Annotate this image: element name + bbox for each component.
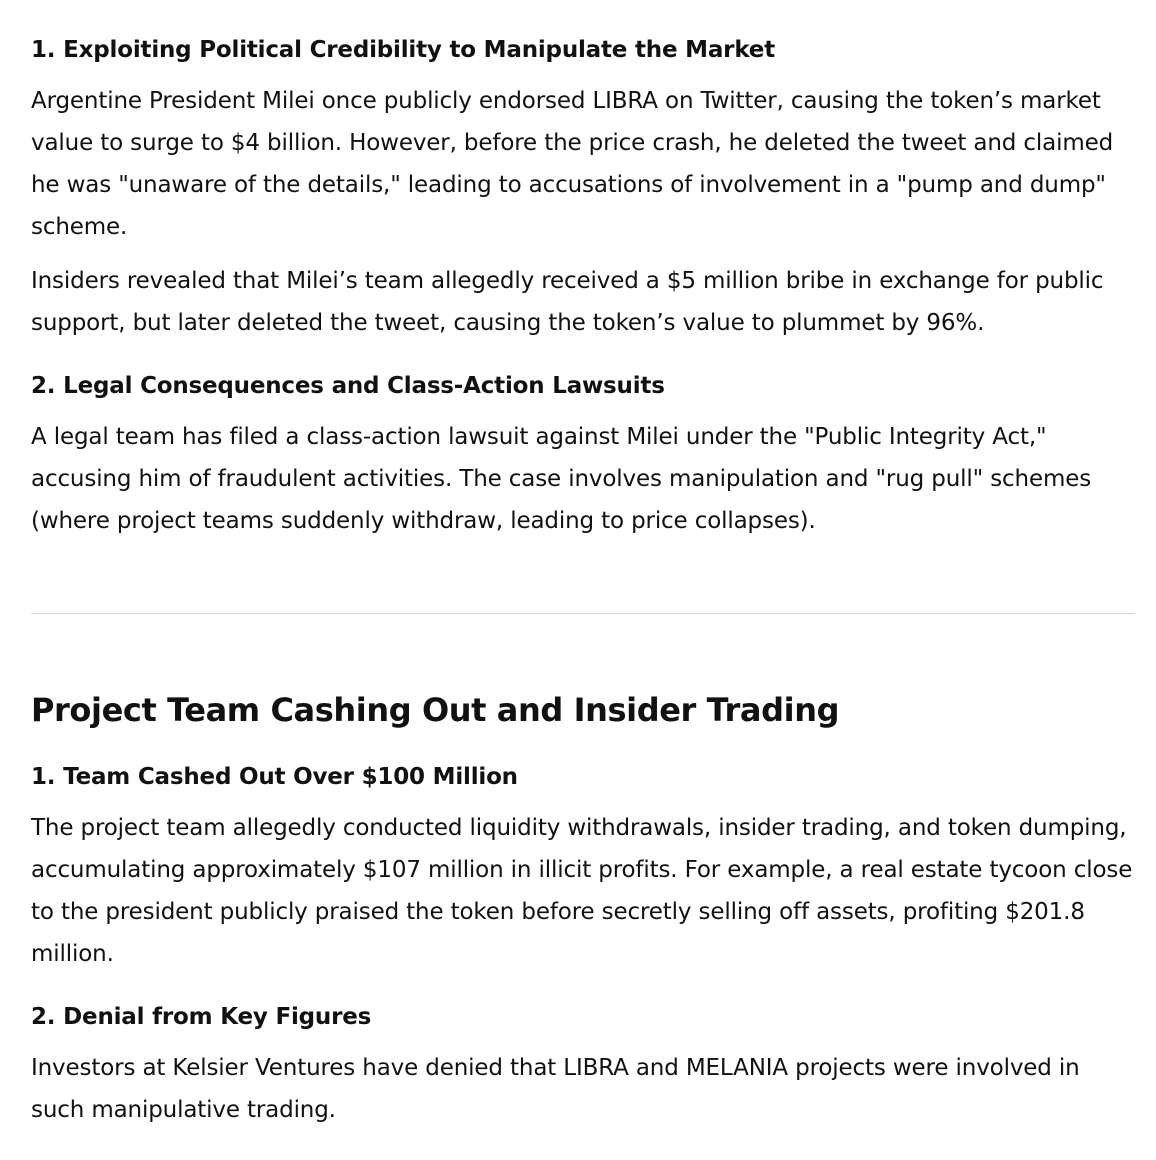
- section1-point1-paragraph2: Insiders revealed that Milei’s team allegedly received a $5 million bribe in exchange for public support, but later deleted the tweet, causing the token’s value to plummet by 96%.: [31, 268, 1104, 336]
- section1-point1-heading: 1. Exploiting Political Credibility to Manipulate the Market: [31, 37, 775, 63]
- section2-point2-heading: 2. Denial from Key Figures: [31, 1004, 372, 1030]
- section2-point1-paragraph: The project team allegedly conducted liquidity withdrawals, insider trading, and token dumping, accumulating approximately $107 million in illicit profits. For example, a real estate tycoon close to the president publicly praised the token before secretly selling off assets, profiting $201.8 million.: [31, 815, 1133, 967]
- section1-point1-paragraph1: Argentine President Milei once publicly endorsed LIBRA on Twitter, causing the token’s market value to surge to $4 billion. However, before the price crash, he deleted the tweet and claimed he was "unaware of the details," leading to accusations of involvement in a "pump and dump" scheme.: [31, 88, 1114, 240]
- section1-point2-paragraph: A legal team has filed a class-action lawsuit against Milei under the "Public Integrity Act," accusing him of fraudulent activities. The case involves manipulation and "rug pull" schemes (where project teams suddenly withdraw, leading to price collapses).: [31, 424, 1092, 534]
- section2-point1-heading: 1. Team Cashed Out Over $100 Million: [31, 764, 518, 790]
- section2-title: Project Team Cashing Out and Insider Trading: [31, 691, 840, 729]
- section-divider: [31, 613, 1135, 614]
- section1-point2-heading: 2. Legal Consequences and Class-Action Lawsuits: [31, 373, 665, 399]
- section2-point2-paragraph: Investors at Kelsier Ventures have denied that LIBRA and MELANIA projects were involved in such manipulative trading.: [31, 1055, 1080, 1123]
